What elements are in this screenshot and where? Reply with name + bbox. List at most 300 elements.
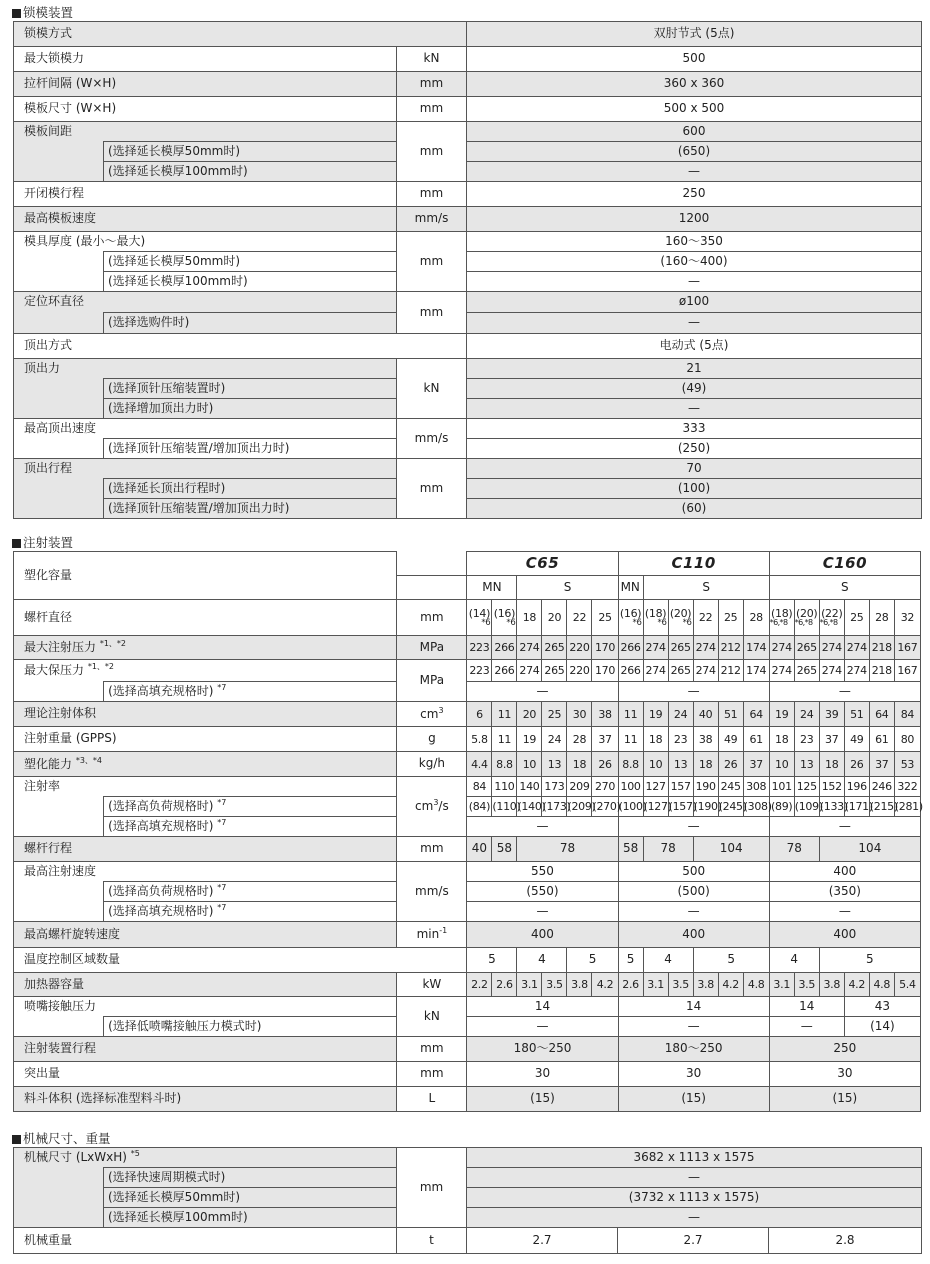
row-label: 注射重量 (GPPS) <box>14 727 397 752</box>
value-cell: 49 <box>718 727 743 752</box>
value-cell: 3.5 <box>542 973 567 997</box>
value-cell: 274 <box>643 636 668 660</box>
value-cell: 10 <box>643 752 668 777</box>
table-row <box>14 47 922 72</box>
row-label: 拉杆间隔 (W×H) <box>14 72 397 97</box>
sub-row-label: (选择低喷嘴接触压力模式时) <box>104 1017 397 1037</box>
value-cell: 18 <box>769 727 794 752</box>
value-cell: 40 <box>467 837 492 862</box>
value-cell: 6 <box>467 702 492 727</box>
value-cell: 196 <box>844 777 869 797</box>
screw-cell: (18) *6,*8 <box>769 600 794 636</box>
row-label: 注射装置行程 <box>14 1037 397 1062</box>
row-label: 最高注射速度 <box>14 862 397 882</box>
value-cell: — <box>467 1017 618 1037</box>
value-cell: 18 <box>643 727 668 752</box>
table-row <box>14 682 921 702</box>
row-unit: MPa <box>397 660 467 702</box>
value-cell: 37 <box>592 727 618 752</box>
value-cell: 274 <box>819 636 844 660</box>
value-cell: 322 <box>894 777 920 797</box>
sub-row-label: (选择高填充规格时) $^{*7}$ <box>104 817 397 837</box>
sub-row-label: (选择选购件时) <box>104 313 397 334</box>
row-unit: kN <box>397 47 467 72</box>
table-row <box>14 22 922 47</box>
value-cell: 250 <box>769 1037 920 1062</box>
row-value: 21 <box>467 359 922 379</box>
value-cell: 223 <box>467 636 492 660</box>
table-row <box>14 313 922 334</box>
row-value: 500 x 500 <box>467 97 922 122</box>
row-label: 加热器容量 <box>14 973 397 997</box>
value-cell: 101 <box>769 777 794 797</box>
row-unit: g <box>397 727 467 752</box>
table-row <box>14 1087 921 1112</box>
table-row <box>14 399 922 419</box>
row-label: 顶出方式 <box>14 334 467 359</box>
value-cell: 2.6 <box>492 973 517 997</box>
table-row <box>14 973 921 997</box>
sub-row-value: — <box>467 313 922 334</box>
value-cell: — <box>769 1017 844 1037</box>
value-cell: 3.8 <box>819 973 844 997</box>
value-cell: 61 <box>869 727 894 752</box>
section-heading-machine: 机械尺寸、重量 <box>12 1129 111 1147</box>
table-row <box>14 600 921 636</box>
table-row <box>14 334 922 359</box>
value-cell: — <box>618 902 769 922</box>
value-cell: 30 <box>467 1062 618 1087</box>
row-unit: mm <box>397 292 467 334</box>
screw-cell: (22) *6,*8 <box>819 600 844 636</box>
screw-cell: 25 <box>718 600 743 636</box>
value-cell: 104 <box>819 837 920 862</box>
row-unit: mm <box>397 1148 467 1228</box>
row-label: 顶出行程 <box>14 459 397 479</box>
model-header-c110: C110 <box>618 552 769 576</box>
sub-row-value: (250) <box>467 439 922 459</box>
table-row <box>14 499 922 519</box>
table-row <box>14 252 922 272</box>
value-cell: 400 <box>467 922 618 948</box>
row-value: 360 x 360 <box>467 72 922 97</box>
row-label: 定位环直径 <box>14 292 397 313</box>
row-value: 160～350 <box>467 232 922 252</box>
value-cell: (157) <box>668 797 693 817</box>
value-cell: 4 <box>517 948 567 973</box>
table-row <box>14 1188 922 1208</box>
value-cell: (15) <box>618 1087 769 1112</box>
value-cell: 180～250 <box>467 1037 618 1062</box>
row-unit: mm <box>397 459 467 519</box>
value-cell: 170 <box>592 660 618 682</box>
row-label: 塑化容量 <box>14 552 397 600</box>
table-row <box>14 902 921 922</box>
value-cell: 30 <box>618 1062 769 1087</box>
screw-cell: 20 <box>542 600 567 636</box>
value-cell: 209 <box>567 777 592 797</box>
value-cell: 274 <box>769 636 794 660</box>
value-cell: 104 <box>693 837 769 862</box>
row-unit: mm <box>397 97 467 122</box>
value-cell: 270 <box>592 777 618 797</box>
value-cell: — <box>618 1017 769 1037</box>
value-cell: 274 <box>517 660 542 682</box>
value-cell: 174 <box>743 660 769 682</box>
value-cell: 38 <box>693 727 718 752</box>
value-cell: (209) <box>567 797 592 817</box>
row-unit: mm <box>397 72 467 97</box>
value-cell: (550) <box>467 882 618 902</box>
value-cell: (15) <box>467 1087 618 1112</box>
value-cell: 23 <box>794 727 819 752</box>
value-cell: 100 <box>618 777 643 797</box>
value-cell: 40 <box>693 702 718 727</box>
value-cell: 125 <box>794 777 819 797</box>
row-label: 最高螺杆旋转速度 <box>14 922 397 948</box>
row-unit: kW <box>397 973 467 997</box>
table-row <box>14 419 922 439</box>
value-cell: 37 <box>819 727 844 752</box>
row-label: 突出量 <box>14 1062 397 1087</box>
row-unit: kg/h <box>397 752 467 777</box>
value-cell: — <box>467 817 618 837</box>
row-label: 机械尺寸 (LxWxH) $^{*5}$ <box>14 1148 397 1168</box>
value-cell: — <box>769 902 920 922</box>
value-cell: 5 <box>819 948 920 973</box>
value-cell: (100) <box>618 797 643 817</box>
screw-cell: (18) *6 <box>643 600 668 636</box>
value-cell: (133) <box>819 797 844 817</box>
injection-spec-table <box>13 551 921 1112</box>
row-label: 开闭模行程 <box>14 182 397 207</box>
value-cell: (15) <box>769 1087 920 1112</box>
table-row <box>14 1228 922 1254</box>
row-unit: mm <box>397 837 467 862</box>
mn-label: MN <box>467 576 517 600</box>
section-heading-clamp: 锁模装置 <box>12 3 73 21</box>
value-cell: 3.8 <box>693 973 718 997</box>
value-cell: 265 <box>542 636 567 660</box>
row-label: 最大保压力 $^{*1、*2}$ <box>14 660 397 682</box>
row-value: 电动式 (5点) <box>467 334 922 359</box>
value-cell: 11 <box>492 702 517 727</box>
table-row <box>14 948 921 973</box>
screw-cell: (16) *6 <box>492 600 517 636</box>
value-cell: 274 <box>844 636 869 660</box>
row-label: 塑化能力 $^{*3、*4}$ <box>14 752 397 777</box>
value-cell: (350) <box>769 882 920 902</box>
row-unit: $\min^{-1}$ <box>397 922 467 948</box>
value-cell: 43 <box>844 997 920 1017</box>
value-cell: 274 <box>769 660 794 682</box>
value-cell: 26 <box>718 752 743 777</box>
row-label: 料斗体积 (选择标准型料斗时) <box>14 1087 397 1112</box>
value-cell: 167 <box>894 636 920 660</box>
row-value: 双肘节式 (5点) <box>467 22 922 47</box>
table-row <box>14 997 921 1017</box>
value-cell: 3.1 <box>517 973 542 997</box>
value-cell: — <box>467 682 618 702</box>
value-cell: 190 <box>693 777 718 797</box>
screw-cell: (16) *6 <box>618 600 643 636</box>
value-cell: 24 <box>542 727 567 752</box>
value-cell: 11 <box>618 702 643 727</box>
value-cell: (109) <box>794 797 819 817</box>
section-heading-injection: 注射装置 <box>12 533 73 551</box>
value-cell: 8.8 <box>618 752 643 777</box>
row-value: 3682 x 1113 x 1575 <box>467 1148 922 1168</box>
row-label: 锁模方式 <box>14 22 467 47</box>
value-cell: (215) <box>869 797 894 817</box>
value-cell: 167 <box>894 660 920 682</box>
sub-row-label: (选择顶针压缩装置时) <box>104 379 397 399</box>
clamp-spec-table <box>13 21 922 519</box>
table-row <box>14 797 921 817</box>
row-label: 理论注射体积 <box>14 702 397 727</box>
value-cell: 28 <box>567 727 592 752</box>
value-cell: 58 <box>492 837 517 862</box>
sub-row-label: (选择延长顶出行程时) <box>104 479 397 499</box>
table-row <box>14 636 921 660</box>
value-cell: (14) <box>844 1017 920 1037</box>
table-row <box>14 379 922 399</box>
row-label: 最高模板速度 <box>14 207 397 232</box>
screw-cell: 25 <box>592 600 618 636</box>
sub-row-label: (选择顶针压缩装置/增加顶出力时) <box>104 439 397 459</box>
value-cell: 218 <box>869 636 894 660</box>
table-row <box>14 97 922 122</box>
row-label: 温度控制区域数量 <box>14 948 467 973</box>
screw-cell: 32 <box>894 600 920 636</box>
value-cell: 266 <box>492 660 517 682</box>
value-cell: 274 <box>643 660 668 682</box>
screw-cell: (14) *6 <box>467 600 492 636</box>
value-cell: 5 <box>618 948 643 973</box>
value-cell: 14 <box>769 997 844 1017</box>
value-cell: 61 <box>743 727 769 752</box>
sub-row-value: — <box>467 1168 922 1188</box>
row-label: 最大注射压力 $^{*1、*2}$ <box>14 636 397 660</box>
s-label: S <box>769 576 920 600</box>
table-row <box>14 1037 921 1062</box>
table-row <box>14 727 921 752</box>
value-cell: 274 <box>693 660 718 682</box>
value-cell: 274 <box>517 636 542 660</box>
table-row <box>14 1208 922 1228</box>
value-cell: 274 <box>844 660 869 682</box>
value-cell: 18 <box>819 752 844 777</box>
value-cell: 53 <box>894 752 920 777</box>
s-label: S <box>517 576 618 600</box>
sub-row-value: — <box>467 162 922 182</box>
row-unit: mm <box>397 182 467 207</box>
value-cell: 37 <box>743 752 769 777</box>
value-cell: 170 <box>592 636 618 660</box>
value-cell: 3.1 <box>643 973 668 997</box>
value-cell: 4 <box>769 948 819 973</box>
value-cell: 64 <box>869 702 894 727</box>
row-unit: $cm^3$ <box>397 702 467 727</box>
row-unit: mm <box>397 122 467 182</box>
value-cell: 78 <box>643 837 693 862</box>
value-cell: 3.8 <box>567 973 592 997</box>
value-cell: 265 <box>794 660 819 682</box>
value-cell: 173 <box>542 777 567 797</box>
table-row <box>14 439 922 459</box>
sub-row-value: (160～400) <box>467 252 922 272</box>
sub-row-value: (100) <box>467 479 922 499</box>
value-cell: 19 <box>643 702 668 727</box>
value-cell: 174 <box>743 636 769 660</box>
value-cell: 13 <box>794 752 819 777</box>
screw-cell: 28 <box>743 600 769 636</box>
value-cell: (308) <box>743 797 769 817</box>
table-row <box>14 552 921 576</box>
value-cell: 5.8 <box>467 727 492 752</box>
value-cell: 18 <box>567 752 592 777</box>
value-cell: 5 <box>467 948 517 973</box>
value-cell: 2.2 <box>467 973 492 997</box>
value-cell: 13 <box>668 752 693 777</box>
value-cell: 265 <box>542 660 567 682</box>
row-label: 螺杆行程 <box>14 837 397 862</box>
value-cell: 152 <box>819 777 844 797</box>
row-value: 2.7 <box>467 1228 618 1254</box>
value-cell: 5.4 <box>894 973 920 997</box>
row-unit: $cm^3/s$ <box>397 777 467 837</box>
value-cell: 78 <box>517 837 618 862</box>
row-unit: t <box>397 1228 467 1254</box>
screw-cell: 18 <box>517 600 542 636</box>
row-value: 250 <box>467 182 922 207</box>
row-unit: mm <box>397 600 467 636</box>
value-cell: 10 <box>517 752 542 777</box>
table-row <box>14 142 922 162</box>
table-row <box>14 292 922 313</box>
table-row <box>14 122 922 142</box>
value-cell: 550 <box>467 862 618 882</box>
value-cell: — <box>769 682 920 702</box>
table-row <box>14 1062 921 1087</box>
screw-cell: 22 <box>567 600 592 636</box>
value-cell: 3.5 <box>668 973 693 997</box>
table-row <box>14 479 922 499</box>
table-row <box>14 1168 922 1188</box>
row-label: 螺杆直径 <box>14 600 397 636</box>
value-cell: 51 <box>718 702 743 727</box>
value-cell: 5 <box>567 948 618 973</box>
row-value: 600 <box>467 122 922 142</box>
row-value: 500 <box>467 47 922 72</box>
table-row <box>14 777 921 797</box>
sub-row-label: (选择延长模厚100mm时) <box>104 272 397 292</box>
value-cell: 24 <box>794 702 819 727</box>
row-label: 最大锁模力 <box>14 47 397 72</box>
value-cell: 140 <box>517 777 542 797</box>
value-cell: 266 <box>618 660 643 682</box>
sub-row-value: (49) <box>467 379 922 399</box>
value-cell: (190) <box>693 797 718 817</box>
value-cell: — <box>467 902 618 922</box>
row-value: 70 <box>467 459 922 479</box>
sub-row-label: (选择延长模厚50mm时) <box>104 252 397 272</box>
value-cell: (89) <box>769 797 794 817</box>
row-value: 333 <box>467 419 922 439</box>
screw-cell: 25 <box>844 600 869 636</box>
sub-row-label: (选择增加顶出力时) <box>104 399 397 419</box>
table-row <box>14 162 922 182</box>
value-cell: 19 <box>769 702 794 727</box>
value-cell: 266 <box>492 636 517 660</box>
table-row <box>14 1017 921 1037</box>
value-cell: (173) <box>542 797 567 817</box>
value-cell: (270) <box>592 797 618 817</box>
row-label: 模具厚度 (最小～最大) <box>14 232 397 252</box>
value-cell: 38 <box>592 702 618 727</box>
value-cell: 4.2 <box>592 973 618 997</box>
value-cell: 3.5 <box>794 973 819 997</box>
value-cell: 246 <box>869 777 894 797</box>
value-cell: 20 <box>517 702 542 727</box>
value-cell: 25 <box>542 702 567 727</box>
row-unit: mm/s <box>397 207 467 232</box>
value-cell: 127 <box>643 777 668 797</box>
model-header-c65: C65 <box>467 552 618 576</box>
value-cell: 2.6 <box>618 973 643 997</box>
sub-row-label: (选择高负荷规格时) $^{*7}$ <box>104 797 397 817</box>
row-label: 最高顶出速度 <box>14 419 397 439</box>
value-cell: 18 <box>693 752 718 777</box>
value-cell: (171) <box>844 797 869 817</box>
sub-row-label: (选择快速周期模式时) <box>104 1168 397 1188</box>
row-unit: mm <box>397 1037 467 1062</box>
table-row <box>14 207 922 232</box>
row-label: 模板间距 <box>14 122 397 142</box>
screw-cell: 28 <box>869 600 894 636</box>
value-cell: 180～250 <box>618 1037 769 1062</box>
sub-row-value: — <box>467 272 922 292</box>
value-cell: 26 <box>592 752 618 777</box>
table-row <box>14 1148 922 1168</box>
screw-cell: 22 <box>693 600 718 636</box>
sub-row-label: (选择延长模厚100mm时) <box>104 162 397 182</box>
row-label: 机械重量 <box>14 1228 397 1254</box>
value-cell: 78 <box>769 837 819 862</box>
row-label: 顶出力 <box>14 359 397 379</box>
value-cell: 30 <box>769 1062 920 1087</box>
value-cell: (245) <box>718 797 743 817</box>
mn-label: MN <box>618 576 643 600</box>
sub-row-label: (选择延长模厚50mm时) <box>104 1188 397 1208</box>
screw-cell: (20) *6 <box>668 600 693 636</box>
table-row <box>14 862 921 882</box>
row-unit: mm/s <box>397 419 467 459</box>
value-cell: 4.2 <box>844 973 869 997</box>
value-cell: 400 <box>769 862 920 882</box>
value-cell: 37 <box>869 752 894 777</box>
value-cell: 23 <box>668 727 693 752</box>
value-cell: 400 <box>769 922 920 948</box>
value-cell: — <box>618 817 769 837</box>
value-cell: 4.2 <box>718 973 743 997</box>
value-cell: 400 <box>618 922 769 948</box>
value-cell: 274 <box>819 660 844 682</box>
value-cell: 14 <box>467 997 618 1017</box>
sub-row-value: (650) <box>467 142 922 162</box>
table-row <box>14 72 922 97</box>
value-cell: 4.8 <box>743 973 769 997</box>
